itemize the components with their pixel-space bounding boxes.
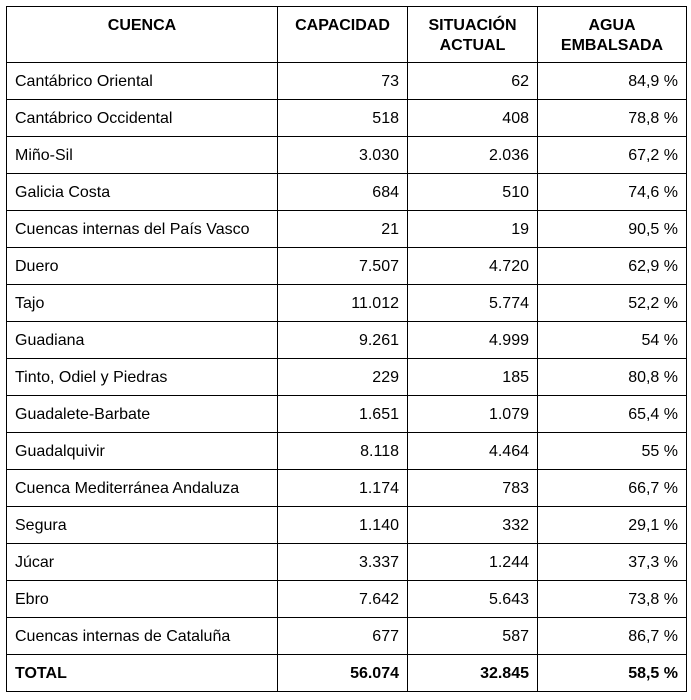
cell-situacion-actual: 5.643 [408, 581, 538, 618]
cell-cuenca: Cantábrico Occidental [7, 100, 278, 137]
table-row [7, 507, 687, 544]
cell-cuenca: Tajo [7, 285, 278, 322]
header-agua-embalsada: AGUA EMBALSADA [538, 7, 687, 63]
cell-cuenca: Cuencas internas del País Vasco [7, 211, 278, 248]
cell-agua-embalsada: 80,8 % [538, 359, 687, 396]
cell-agua-embalsada: 37,3 % [538, 544, 687, 581]
cell-capacidad: 518 [278, 100, 408, 137]
cell-capacidad: 677 [278, 618, 408, 655]
cell-agua-embalsada: 65,4 % [538, 396, 687, 433]
cell-agua-embalsada: 67,2 % [538, 137, 687, 174]
cell-capacidad: 8.118 [278, 433, 408, 470]
cell-capacidad: 7.642 [278, 581, 408, 618]
table-row [7, 211, 687, 248]
cell-cuenca: Duero [7, 248, 278, 285]
cell-capacidad: 1.140 [278, 507, 408, 544]
cell-capacidad: 229 [278, 359, 408, 396]
cell-situacion-actual: 510 [408, 174, 538, 211]
table-row [7, 618, 687, 655]
table-row [7, 100, 687, 137]
table-row [7, 63, 687, 100]
cell-situacion-actual: 1.079 [408, 396, 538, 433]
cell-situacion-actual: 62 [408, 63, 538, 100]
cell-capacidad: 21 [278, 211, 408, 248]
table-row [7, 359, 687, 396]
header-row [7, 7, 687, 63]
cell-situacion-actual: 19 [408, 211, 538, 248]
cell-agua-embalsada: 74,6 % [538, 174, 687, 211]
cell-agua-embalsada: 66,7 % [538, 470, 687, 507]
cell-agua-embalsada: 52,2 % [538, 285, 687, 322]
total-cell-cuenca: TOTAL [7, 655, 278, 692]
table-row [7, 137, 687, 174]
cell-situacion-actual: 4.999 [408, 322, 538, 359]
cell-capacidad: 3.030 [278, 137, 408, 174]
table-row [7, 470, 687, 507]
cell-capacidad: 3.337 [278, 544, 408, 581]
cell-agua-embalsada: 90,5 % [538, 211, 687, 248]
cell-cuenca: Segura [7, 507, 278, 544]
cell-cuenca: Tinto, Odiel y Piedras [7, 359, 278, 396]
cell-situacion-actual: 5.774 [408, 285, 538, 322]
reservoir-table [6, 6, 687, 692]
total-cell-capacidad: 56.074 [278, 655, 408, 692]
table-row [7, 285, 687, 322]
header-cuenca: CUENCA [7, 7, 278, 63]
cell-capacidad: 1.651 [278, 396, 408, 433]
table-row [7, 174, 687, 211]
cell-capacidad: 684 [278, 174, 408, 211]
cell-capacidad: 1.174 [278, 470, 408, 507]
table-row [7, 248, 687, 285]
cell-situacion-actual: 408 [408, 100, 538, 137]
total-row [7, 655, 687, 692]
cell-situacion-actual: 783 [408, 470, 538, 507]
cell-capacidad: 73 [278, 63, 408, 100]
cell-agua-embalsada: 78,8 % [538, 100, 687, 137]
total-cell-agua-embalsada: 58,5 % [538, 655, 687, 692]
cell-cuenca: Júcar [7, 544, 278, 581]
table-row [7, 544, 687, 581]
cell-cuenca: Guadalete-Barbate [7, 396, 278, 433]
table-row [7, 581, 687, 618]
cell-cuenca: Ebro [7, 581, 278, 618]
cell-situacion-actual: 332 [408, 507, 538, 544]
cell-cuenca: Cuenca Mediterránea Andaluza [7, 470, 278, 507]
cell-cuenca: Cuencas internas de Cataluña [7, 618, 278, 655]
cell-agua-embalsada: 54 % [538, 322, 687, 359]
cell-agua-embalsada: 86,7 % [538, 618, 687, 655]
cell-cuenca: Guadalquivir [7, 433, 278, 470]
cell-agua-embalsada: 29,1 % [538, 507, 687, 544]
cell-cuenca: Miño-Sil [7, 137, 278, 174]
cell-agua-embalsada: 55 % [538, 433, 687, 470]
cell-situacion-actual: 2.036 [408, 137, 538, 174]
cell-cuenca: Cantábrico Oriental [7, 63, 278, 100]
cell-capacidad: 9.261 [278, 322, 408, 359]
header-capacidad: CAPACIDAD [278, 7, 408, 63]
table-row [7, 396, 687, 433]
cell-situacion-actual: 587 [408, 618, 538, 655]
cell-cuenca: Guadiana [7, 322, 278, 359]
total-cell-situacion-actual: 32.845 [408, 655, 538, 692]
cell-capacidad: 7.507 [278, 248, 408, 285]
table-body [7, 63, 687, 692]
cell-agua-embalsada: 73,8 % [538, 581, 687, 618]
cell-capacidad: 11.012 [278, 285, 408, 322]
cell-situacion-actual: 1.244 [408, 544, 538, 581]
cell-situacion-actual: 4.464 [408, 433, 538, 470]
table-row [7, 433, 687, 470]
cell-cuenca: Galicia Costa [7, 174, 278, 211]
header-situacion-actual: SITUACIÓN ACTUAL [408, 7, 538, 63]
cell-situacion-actual: 4.720 [408, 248, 538, 285]
table-row [7, 322, 687, 359]
cell-agua-embalsada: 84,9 % [538, 63, 687, 100]
cell-situacion-actual: 185 [408, 359, 538, 396]
cell-agua-embalsada: 62,9 % [538, 248, 687, 285]
